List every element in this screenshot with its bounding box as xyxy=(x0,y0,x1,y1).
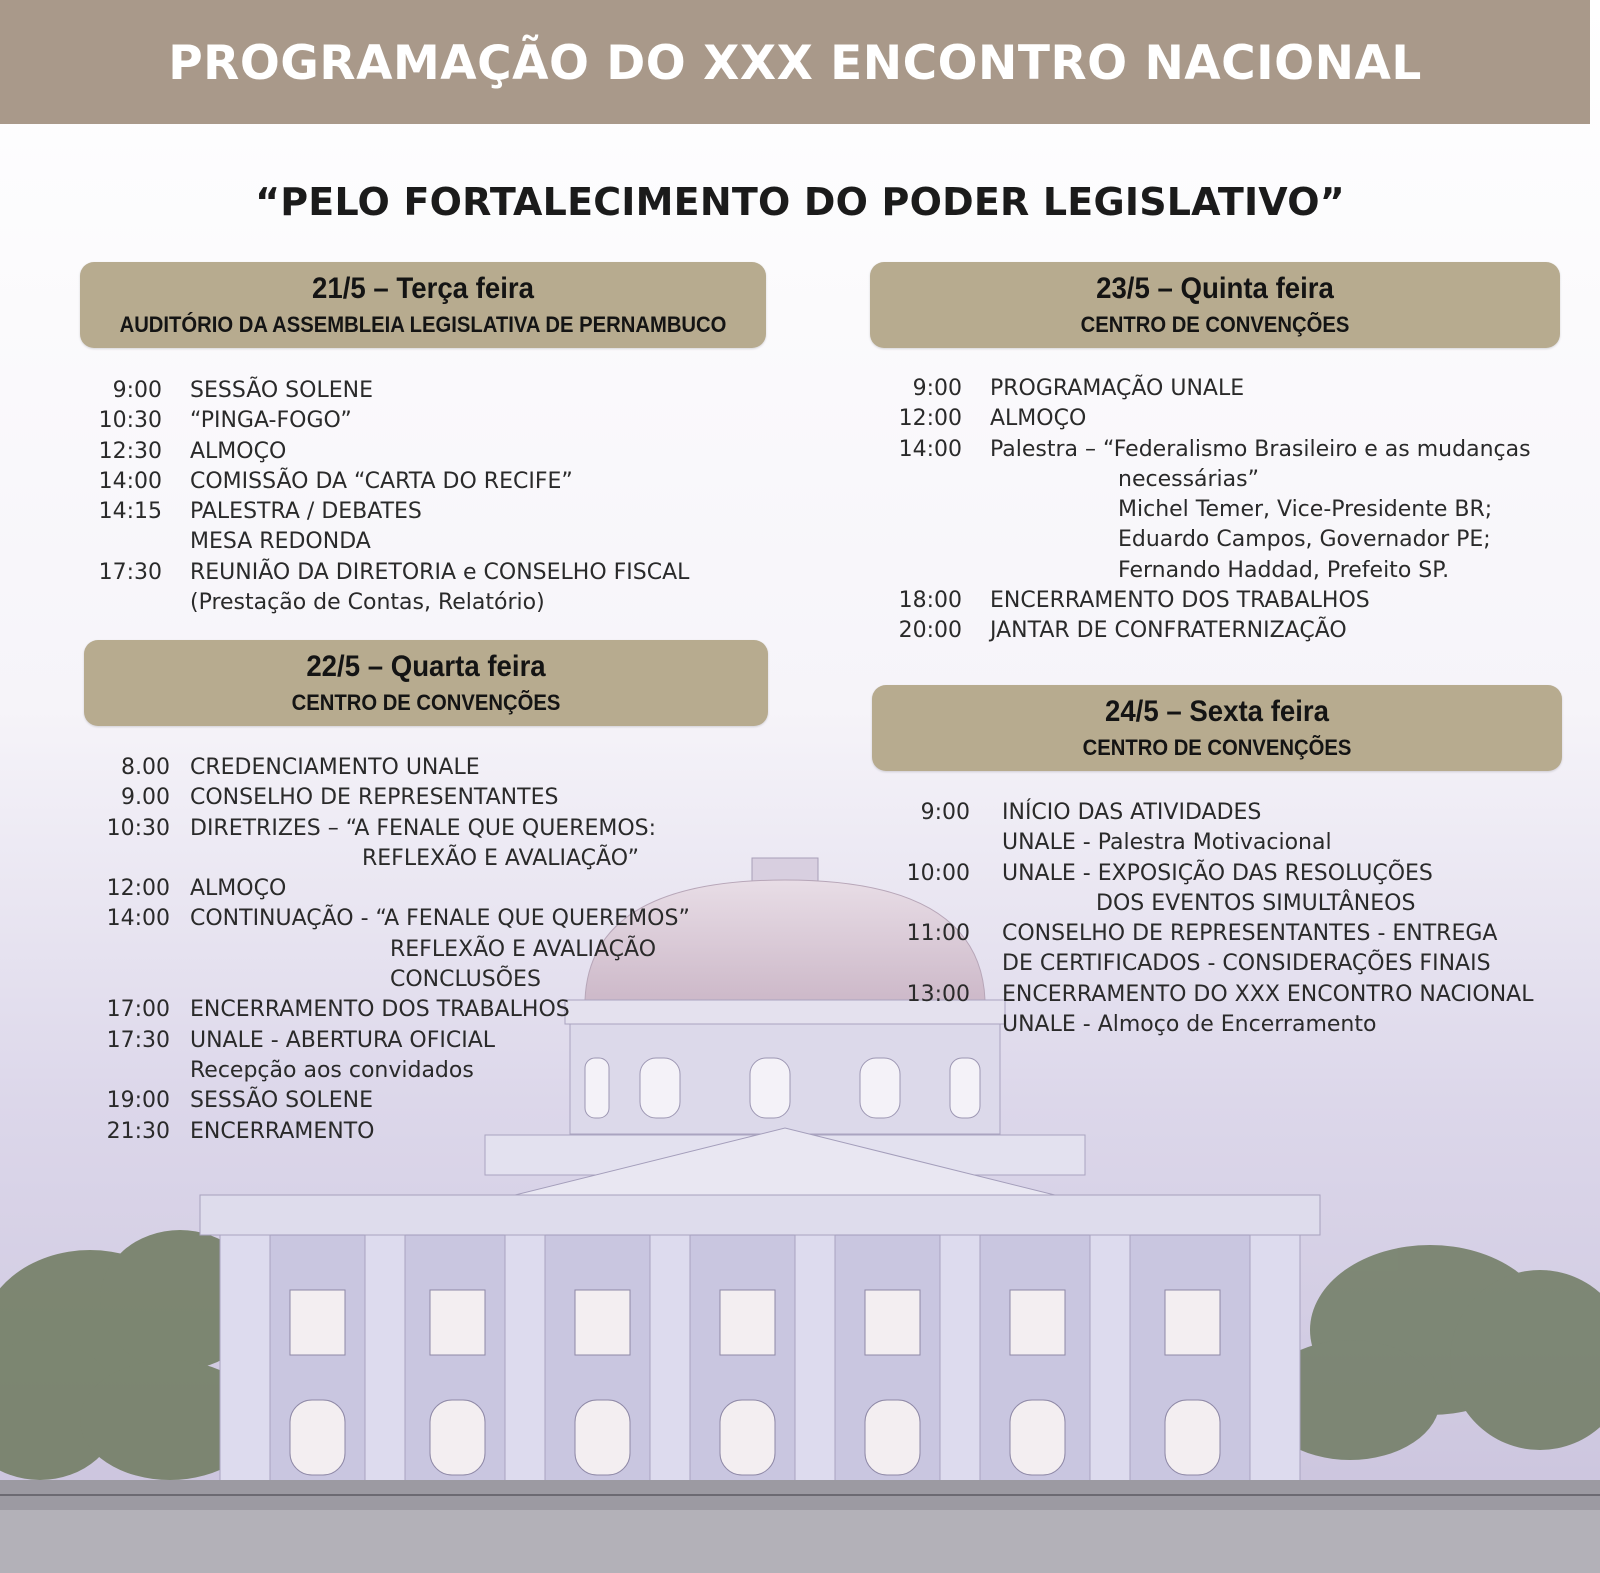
schedule-description: UNALE - Palestra Motivacional xyxy=(1002,830,1332,856)
schedule-row xyxy=(90,469,790,499)
schedule-row xyxy=(90,378,790,408)
schedule-time: 9:00 xyxy=(112,378,162,403)
schedule-description: ALMOÇO xyxy=(990,406,1087,432)
schedule-row xyxy=(880,558,1590,588)
page-title: PROGRAMAÇÃO DO XXX ENCONTRO NACIONAL xyxy=(168,36,1422,91)
schedule-description: Palestra – “Federalismo Brasileiro e as mudanças xyxy=(990,436,1531,462)
schedule-time: 20:00 xyxy=(898,618,962,644)
schedule-time: 17:30 xyxy=(106,1027,170,1053)
schedule-23-5 xyxy=(880,376,1590,649)
schedule-description: CREDENCIAMENTO UNALE xyxy=(190,755,480,780)
schedule-description: Fernando Haddad, Prefeito SP. xyxy=(1118,557,1450,583)
schedule-description: UNALE - Almoço de Encerramento xyxy=(1002,1012,1377,1038)
schedule-row xyxy=(90,560,790,590)
schedule-row xyxy=(90,1058,790,1088)
schedule-row xyxy=(880,497,1590,527)
day-title: 22/5 – Quarta feira xyxy=(306,650,546,683)
schedule-time: 10:00 xyxy=(906,860,970,886)
schedule-21-5 xyxy=(90,378,790,620)
schedule-description: MESA REDONDA xyxy=(190,529,371,555)
schedule-description: COMISSÃO DA “CARTA DO RECIFE” xyxy=(190,468,573,494)
schedule-row xyxy=(880,376,1590,406)
schedule-row xyxy=(90,1119,790,1149)
schedule-time: 17:30 xyxy=(98,559,162,585)
schedule-row xyxy=(890,982,1590,1012)
schedule-22-5 xyxy=(90,755,790,1149)
day-venue: AUDITÓRIO DA ASSEMBLEIA LEGISLATIVA DE PERNAMBUCO xyxy=(119,312,727,337)
event-subtitle: “PELO FORTALECIMENTO DO PODER LEGISLATIVO” xyxy=(255,180,1345,224)
day-venue: CENTRO DE CONVENÇÕES xyxy=(291,690,561,715)
schedule-description: ENCERRAMENTO DOS TRABALHOS xyxy=(990,588,1370,614)
schedule-row xyxy=(90,967,790,997)
schedule-description: REFLEXÃO E AVALIAÇÃO” xyxy=(362,845,640,871)
schedule-time: 9.00 xyxy=(121,785,170,811)
schedule-description: CONSELHO DE REPRESENTANTES xyxy=(190,785,559,811)
schedule-description: DOS EVENTOS SIMULTÂNEOS xyxy=(1096,890,1416,916)
schedule-description: ALMOÇO xyxy=(190,876,287,902)
schedule-time: 14:15 xyxy=(98,499,162,525)
schedule-description: UNALE - EXPOSIÇÃO DAS RESOLUÇÕES xyxy=(1002,860,1433,886)
schedule-description: necessárias” xyxy=(1118,466,1260,492)
schedule-row xyxy=(890,830,1590,860)
schedule-row xyxy=(90,816,790,846)
schedule-row xyxy=(90,937,790,967)
schedule-time: 8.00 xyxy=(121,755,170,780)
schedule-row xyxy=(90,906,790,936)
schedule-description: Michel Temer, Vice-Presidente BR; xyxy=(1118,497,1493,523)
schedule-description: DE CERTIFICADOS - CONSIDERAÇÕES FINAIS xyxy=(1002,951,1491,977)
schedule-time: 10:30 xyxy=(106,815,170,841)
day-header-21-5 xyxy=(80,262,766,348)
schedule-row xyxy=(90,785,790,815)
day-title: 21/5 – Terça feira xyxy=(312,272,534,305)
schedule-row xyxy=(880,588,1590,618)
schedule-time: 12:00 xyxy=(106,876,170,902)
schedule-time: 19:00 xyxy=(106,1088,170,1114)
day-title: 23/5 – Quinta feira xyxy=(1096,272,1334,305)
schedule-row xyxy=(880,406,1590,436)
schedule-description: CONSELHO DE REPRESENTANTES - ENTREGA xyxy=(1002,921,1498,947)
schedule-time: 13:00 xyxy=(906,981,970,1007)
schedule-time: 9:00 xyxy=(920,800,970,825)
schedule-time: 18:00 xyxy=(898,588,962,614)
schedule-description: INÍCIO DAS ATIVIDADES xyxy=(1002,800,1262,825)
schedule-row xyxy=(90,846,790,876)
schedule-description: Recepção aos convidados xyxy=(190,1057,474,1083)
schedule-time: 21:30 xyxy=(106,1118,170,1144)
schedule-24-5 xyxy=(890,800,1590,1042)
schedule-time: 10:30 xyxy=(98,408,162,434)
schedule-time: 12:30 xyxy=(98,438,162,464)
day-venue: CENTRO DE CONVENÇÕES xyxy=(1080,312,1350,337)
day-header-22-5 xyxy=(84,640,768,726)
schedule-row xyxy=(90,499,790,529)
schedule-time: 9:00 xyxy=(912,376,962,401)
schedule-row xyxy=(90,1088,790,1118)
schedule-time: 17:00 xyxy=(106,997,170,1023)
schedule-time: 14:00 xyxy=(898,436,962,462)
schedule-row xyxy=(90,439,790,469)
schedule-description: ENCERRAMENTO DO XXX ENCONTRO NACIONAL xyxy=(1002,981,1534,1007)
schedule-description: SESSÃO SOLENE xyxy=(190,1088,373,1114)
waterfront-wall xyxy=(0,1480,1600,1573)
day-header-23-5 xyxy=(870,262,1560,348)
schedule-row xyxy=(90,529,790,559)
schedule-row xyxy=(90,590,790,620)
header-banner xyxy=(0,0,1590,124)
schedule-description: PROGRAMAÇÃO UNALE xyxy=(990,376,1245,401)
schedule-description: ENCERRAMENTO DOS TRABALHOS xyxy=(190,997,570,1023)
schedule-row xyxy=(890,921,1590,951)
day-venue: CENTRO DE CONVENÇÕES xyxy=(1082,735,1352,760)
schedule-description: SESSÃO SOLENE xyxy=(190,378,373,403)
schedule-row xyxy=(90,1028,790,1058)
schedule-description: PALESTRA / DEBATES xyxy=(190,499,422,525)
schedule-description: CONTINUAÇÃO - “A FENALE QUE QUEREMOS” xyxy=(190,906,690,932)
schedule-row xyxy=(880,437,1590,467)
schedule-row xyxy=(90,755,790,785)
schedule-description: REUNIÃO DA DIRETORIA e CONSELHO FISCAL xyxy=(190,559,690,585)
schedule-row xyxy=(890,951,1590,981)
day-header-24-5 xyxy=(872,685,1562,771)
schedule-time: 12:00 xyxy=(898,406,962,432)
schedule-description: JANTAR DE CONFRATERNIZAÇÃO xyxy=(990,618,1347,644)
schedule-description: Eduardo Campos, Governador PE; xyxy=(1118,527,1491,553)
schedule-description: ALMOÇO xyxy=(190,438,287,464)
schedule-description: (Prestação de Contas, Relatório) xyxy=(190,590,545,616)
schedule-row xyxy=(890,891,1590,921)
schedule-row xyxy=(90,408,790,438)
schedule-time: 14:00 xyxy=(106,906,170,932)
schedule-row xyxy=(880,467,1590,497)
schedule-description: CONCLUSÕES xyxy=(390,967,541,993)
schedule-time: 11:00 xyxy=(906,921,970,947)
schedule-description: ENCERRAMENTO xyxy=(190,1118,375,1144)
schedule-description: UNALE - ABERTURA OFICIAL xyxy=(190,1027,496,1053)
schedule-row xyxy=(90,876,790,906)
schedule-row xyxy=(880,527,1590,557)
schedule-row xyxy=(890,800,1590,830)
schedule-time: 14:00 xyxy=(98,468,162,494)
day-title: 24/5 – Sexta feira xyxy=(1104,695,1330,728)
schedule-description: “PINGA-FOGO” xyxy=(190,408,352,434)
schedule-description: DIRETRIZES – “A FENALE QUE QUEREMOS: xyxy=(190,815,657,841)
schedule-row xyxy=(90,997,790,1027)
schedule-row xyxy=(890,1012,1590,1042)
schedule-row xyxy=(880,618,1590,648)
schedule-row xyxy=(890,861,1590,891)
schedule-description: REFLEXÃO E AVALIAÇÃO xyxy=(390,936,657,962)
